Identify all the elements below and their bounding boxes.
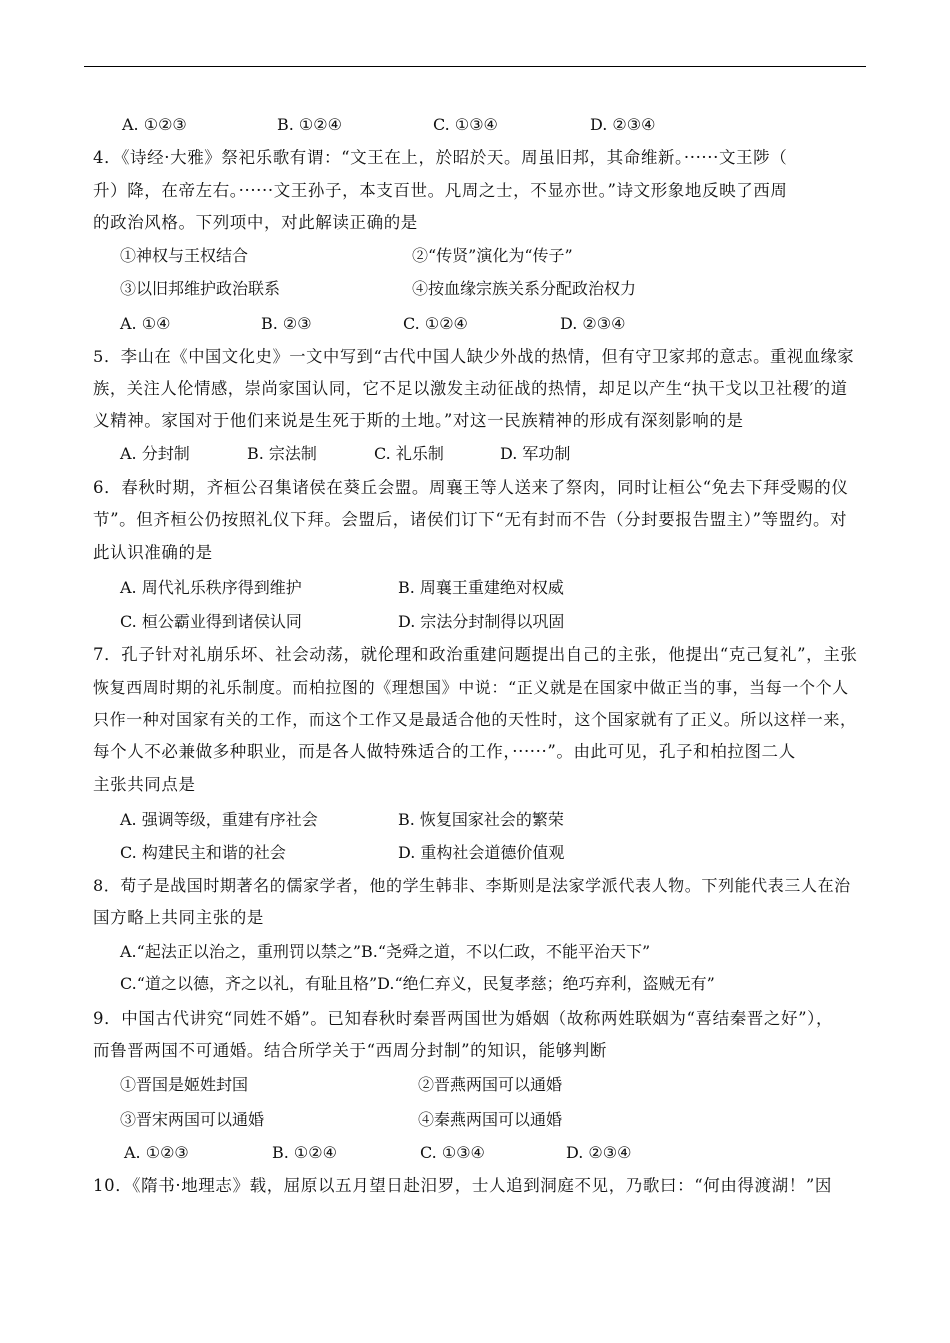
q9-option-d: D. ②③④: [566, 1143, 632, 1162]
q5-option-a: A. 分封制: [120, 444, 190, 463]
q7-option-c: C. 构建民主和谐的社会: [120, 843, 286, 862]
q4-item-1: ①神权与王权结合: [120, 246, 249, 265]
q5-stem-line-3: 义精神。家国对于他们来说是生死于斯的土地。”对这一民族精神的形成有深刻影响的是: [93, 411, 744, 430]
q7-stem-line-4: 每个人不必兼做多种职业，而是各人做特殊适合的工作，······”。由此可见，孔子和柏拉图二人: [93, 742, 796, 761]
q4-stem-line-1: 4．《诗经·大雅》祭祀乐歌有谓：“文王在上，於昭於天。周虽旧邦，其命维新。······文王陟（: [93, 148, 788, 167]
q9-stem-line-2: 而鲁晋两国不可通婚。结合所学关于“西周分封制”的知识，能够判断: [93, 1041, 607, 1060]
q6-option-c: C. 桓公霸业得到诸侯认同: [120, 612, 302, 631]
q8-stem-line-2: 国方略上共同主张的是: [93, 908, 264, 927]
q5-option-b: B. 宗法制: [247, 444, 317, 463]
q5-stem-line-2: 族，关注人伦情感，崇尚家国认同，它不足以激发主动征战的热情，却足以产生“执干戈以卫社稷′的道: [93, 379, 848, 398]
q4-item-3: ③以旧邦维护政治联系: [120, 279, 281, 298]
q7-option-b: B. 恢复国家社会的繁荣: [398, 810, 564, 829]
q4-stem-line-3: 的政治风格。下列项中，对此解读正确的是: [93, 213, 418, 232]
q7-stem-line-2: 恢复西周时期的礼乐制度。而柏拉图的《理想国》中说：“正义就是在国家中做正当的事，当每一个个人: [93, 678, 849, 697]
q9-option-b: B. ①②④: [272, 1143, 337, 1162]
q9-item-2: ②晋燕两国可以通婚: [418, 1075, 563, 1094]
q8-stem-line-1: 8．荀子是战国时期著名的儒家学者，他的学生韩非、李斯则是法家学派代表人物。下列能代表三人在治: [93, 876, 851, 895]
q9-item-1: ①晋国是姬姓封国: [120, 1075, 249, 1094]
q3-option-b: B. ①②④: [277, 115, 342, 134]
q7-option-a: A. 强调等级，重建有序社会: [120, 810, 318, 829]
q6-stem-line-1: 6．春秋时期，齐桓公召集诸侯在葵丘会盟。周襄王等人送来了祭肉，同时让桓公“免去下拜受赐的仪: [93, 478, 849, 497]
q5-stem-line-1: 5．李山在《中国文化史》一文中写到“古代中国人缺少外战的热情，但有守卫家邦的意志。重视血缘家: [93, 347, 855, 366]
q7-stem-line-3: 只作一种对国家有关的工作，而这个工作又是最适合他的天性时，这个国家就有了正义。所以这样一来，: [93, 710, 857, 729]
q3-option-c: C. ①③④: [433, 115, 498, 134]
q6-stem-line-3: 此认识准确的是: [93, 543, 213, 562]
q7-option-d: D. 重构社会道德价值观: [398, 843, 565, 862]
q4-item-4: ④按血缘宗族关系分配政治权力: [412, 279, 637, 298]
q5-option-d: D. 军功制: [500, 444, 571, 463]
header-rule: [84, 66, 866, 67]
q4-option-c: C. ①②④: [403, 314, 468, 333]
q7-stem-line-5: 主张共同点是: [93, 775, 196, 794]
q4-option-b: B. ②③: [261, 314, 312, 333]
q8-options-row-2: C.“道之以德，齐之以礼，有耻且格”D.“绝仁弃义，民复孝慈；绝巧弃利，盗贼无有”: [120, 974, 715, 993]
q6-stem-line-2: 节”。但齐桓公仍按照礼仪下拜。会盟后，诸侯们订下“无有封而不告（分封要报告盟主）”等盟约。对: [93, 510, 848, 529]
q6-option-d: D. 宗法分封制得以巩固: [398, 612, 565, 631]
q4-item-2: ②“传贤”演化为“传子”: [412, 246, 573, 265]
q6-option-a: A. 周代礼乐秩序得到维护: [120, 578, 302, 597]
q10-stem-line-1: 10．《隋书·地理志》载，屈原以五月望日赴汨罗，士人追到洞庭不见，乃歌曰：“何由得渡湖！”因: [93, 1176, 832, 1195]
q9-item-3: ③晋宋两国可以通婚: [120, 1110, 265, 1129]
q8-options-row-1: A.“起法正以治之，重刑罚以禁之”B.“尧舜之道，不以仁政，不能平治天下”: [120, 942, 651, 961]
q3-option-a: A. ①②③: [122, 115, 187, 134]
q9-option-a: A. ①②③: [124, 1143, 189, 1162]
q4-stem-line-2: 升）降，在帝左右。······文王孙子，本支百世。凡周之士，不显亦世。”诗文形象地反映了西周: [93, 181, 788, 200]
q5-option-c: C. 礼乐制: [374, 444, 444, 463]
q9-stem-line-1: 9．中国古代讲究“同姓不婚”。已知春秋时秦晋两国世为婚姻（故称两姓联姻为“喜结秦晋之好”），: [93, 1009, 834, 1028]
q3-option-d: D. ②③④: [590, 115, 656, 134]
q9-option-c: C. ①③④: [420, 1143, 485, 1162]
q9-item-4: ④秦燕两国可以通婚: [418, 1110, 563, 1129]
q4-option-d: D. ②③④: [560, 314, 626, 333]
q4-option-a: A. ①④: [120, 314, 171, 333]
q6-option-b: B. 周襄王重建绝对权威: [398, 578, 564, 597]
q7-stem-line-1: 7．孔子针对礼崩乐坏、社会动荡，就伦理和政治重建问题提出自己的主张，他提出“克己复礼”，主张: [93, 645, 858, 664]
